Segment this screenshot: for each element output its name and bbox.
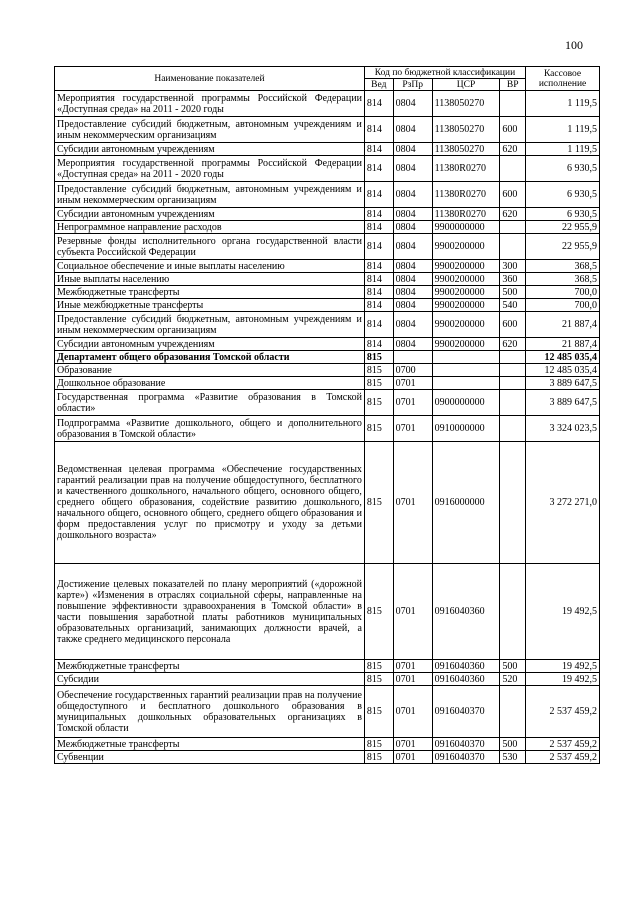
- row-csr: 0916040360: [432, 660, 500, 673]
- row-csr: 1138050270: [432, 117, 500, 143]
- row-csr: 9900200000: [432, 338, 500, 351]
- row-rzpr: 0701: [393, 377, 432, 390]
- row-rzpr: 0701: [393, 660, 432, 673]
- table-row: [55, 273, 600, 286]
- header-code-group: Код по бюджетной классификации: [364, 67, 525, 79]
- row-amount: 700,0: [526, 286, 600, 299]
- row-csr: 0910000000: [432, 416, 500, 442]
- table-row: [55, 751, 600, 764]
- table-row: [55, 91, 600, 117]
- row-vr: 620: [500, 338, 526, 351]
- row-vr: 540: [500, 299, 526, 312]
- table-row: [55, 390, 600, 416]
- row-amount: 21 887,4: [526, 338, 600, 351]
- row-csr: 0916040370: [432, 738, 500, 751]
- row-name: Мероприятия государственной программы Российской Федерации «Доступная среда» на 2011 - 2020 годы: [55, 156, 365, 182]
- row-rzpr: 0804: [393, 260, 432, 273]
- row-amount: 1 119,5: [526, 91, 600, 117]
- row-vr: 600: [500, 182, 526, 208]
- table-row: [55, 299, 600, 312]
- row-amount: 3 889 647,5: [526, 377, 600, 390]
- row-vr: [500, 221, 526, 234]
- header-rzpr: РзПр: [393, 79, 432, 91]
- table-row: [55, 564, 600, 660]
- row-vr: 500: [500, 660, 526, 673]
- page-number: 100: [565, 38, 583, 52]
- row-ved: 814: [364, 260, 393, 273]
- row-vr: 500: [500, 286, 526, 299]
- budget-table: [54, 66, 600, 764]
- row-ved: 814: [364, 182, 393, 208]
- row-rzpr: 0701: [393, 673, 432, 686]
- table-body: [55, 91, 600, 764]
- row-csr: 9900000000: [432, 221, 500, 234]
- header-csr: ЦСР: [432, 79, 500, 91]
- row-name: Государственная программа «Развитие образования в Томской области»: [55, 390, 365, 416]
- table-row: [55, 338, 600, 351]
- row-ved: 815: [364, 751, 393, 764]
- row-ved: 814: [364, 338, 393, 351]
- row-csr: [432, 377, 500, 390]
- row-amount: 2 537 459,2: [526, 751, 600, 764]
- row-csr: 1138050270: [432, 91, 500, 117]
- row-name: Непрограммное направление расходов: [55, 221, 365, 234]
- row-ved: 814: [364, 143, 393, 156]
- row-ved: 814: [364, 221, 393, 234]
- row-rzpr: 0804: [393, 208, 432, 221]
- table-row: [55, 442, 600, 564]
- row-name: Предоставление субсидий бюджетным, автономным учреждениям и иным некоммерческим организациям: [55, 312, 365, 338]
- table-row: [55, 312, 600, 338]
- row-ved: 815: [364, 364, 393, 377]
- row-vr: [500, 351, 526, 364]
- row-csr: 0916040360: [432, 564, 500, 660]
- row-ved: 814: [364, 117, 393, 143]
- row-amount: 700,0: [526, 299, 600, 312]
- row-vr: [500, 364, 526, 377]
- row-vr: [500, 234, 526, 260]
- row-ved: 815: [364, 660, 393, 673]
- table-row: [55, 673, 600, 686]
- row-rzpr: 0701: [393, 686, 432, 738]
- row-amount: 19 492,5: [526, 564, 600, 660]
- row-amount: 368,5: [526, 260, 600, 273]
- table-row: [55, 117, 600, 143]
- row-vr: [500, 442, 526, 564]
- table-row: [55, 143, 600, 156]
- row-rzpr: 0701: [393, 751, 432, 764]
- row-rzpr: 0804: [393, 273, 432, 286]
- row-name: Иные межбюджетные трансферты: [55, 299, 365, 312]
- row-name: Дошкольное образование: [55, 377, 365, 390]
- row-rzpr: 0804: [393, 234, 432, 260]
- table-row: [55, 416, 600, 442]
- row-ved: 814: [364, 156, 393, 182]
- row-name: Образование: [55, 364, 365, 377]
- table-row: [55, 738, 600, 751]
- row-amount: 6 930,5: [526, 156, 600, 182]
- row-rzpr: 0701: [393, 442, 432, 564]
- row-name: Иные выплаты населению: [55, 273, 365, 286]
- row-csr: 0900000000: [432, 390, 500, 416]
- row-ved: 815: [364, 377, 393, 390]
- row-rzpr: 0804: [393, 182, 432, 208]
- row-name: Субвенции: [55, 751, 365, 764]
- row-vr: 620: [500, 143, 526, 156]
- table-row: [55, 156, 600, 182]
- row-name: Субсидии автономным учреждениям: [55, 208, 365, 221]
- row-csr: 0916040370: [432, 751, 500, 764]
- row-csr: 9900200000: [432, 286, 500, 299]
- row-ved: 815: [364, 442, 393, 564]
- row-amount: 22 955,9: [526, 221, 600, 234]
- row-csr: 9900200000: [432, 234, 500, 260]
- row-rzpr: [393, 351, 432, 364]
- row-vr: [500, 91, 526, 117]
- row-ved: 814: [364, 299, 393, 312]
- table-row: [55, 286, 600, 299]
- row-ved: 814: [364, 234, 393, 260]
- table-row: [55, 221, 600, 234]
- row-vr: 520: [500, 673, 526, 686]
- table-row: [55, 660, 600, 673]
- table-row: [55, 686, 600, 738]
- row-csr: 9900200000: [432, 312, 500, 338]
- row-amount: 12 485 035,4: [526, 351, 600, 364]
- row-vr: [500, 416, 526, 442]
- row-name: Субсидии автономным учреждениям: [55, 338, 365, 351]
- row-amount: 22 955,9: [526, 234, 600, 260]
- row-rzpr: 0804: [393, 91, 432, 117]
- row-name: Субсидии автономным учреждениям: [55, 143, 365, 156]
- header-ved: Вед: [364, 79, 393, 91]
- row-rzpr: 0701: [393, 738, 432, 751]
- row-rzpr: 0804: [393, 286, 432, 299]
- row-vr: [500, 156, 526, 182]
- row-name: Достижение целевых показателей по плану мероприятий («дорожной карте») «Изменения в отраслях социальной сферы, направленные на повышение эффективности здравоохранения в Томской области» в части повышения заработной платы работников муниципальных образовательных организаций, занимающих должности врачей, а также среднего медицинского персонала: [55, 564, 365, 660]
- table-row: [55, 260, 600, 273]
- row-vr: 500: [500, 738, 526, 751]
- row-amount: 1 119,5: [526, 117, 600, 143]
- row-name: Резервные фонды исполнительного органа государственной власти субъекта Российской Федерации: [55, 234, 365, 260]
- header-execution: Кассовое исполнение: [526, 67, 600, 91]
- row-ved: 815: [364, 390, 393, 416]
- row-rzpr: 0804: [393, 338, 432, 351]
- row-name: Подпрограмма «Развитие дошкольного, общего и дополнительного образования в Томской области»: [55, 416, 365, 442]
- row-rzpr: 0804: [393, 156, 432, 182]
- header-name: Наименование показателей: [55, 67, 365, 91]
- row-name: Социальное обеспечение и иные выплаты населению: [55, 260, 365, 273]
- table-row: [55, 351, 600, 364]
- row-csr: 0916040360: [432, 673, 500, 686]
- row-vr: 620: [500, 208, 526, 221]
- row-csr: [432, 364, 500, 377]
- row-name: Предоставление субсидий бюджетным, автономным учреждениям и иным некоммерческим организациям: [55, 182, 365, 208]
- row-rzpr: 0804: [393, 221, 432, 234]
- row-rzpr: 0701: [393, 416, 432, 442]
- row-rzpr: 0700: [393, 364, 432, 377]
- row-rzpr: 0701: [393, 564, 432, 660]
- row-vr: 300: [500, 260, 526, 273]
- row-name: Межбюджетные трансферты: [55, 660, 365, 673]
- row-ved: 814: [364, 273, 393, 286]
- row-csr: 9900200000: [432, 299, 500, 312]
- row-csr: 9900200000: [432, 273, 500, 286]
- row-ved: 815: [364, 673, 393, 686]
- row-ved: 815: [364, 351, 393, 364]
- row-amount: 2 537 459,2: [526, 738, 600, 751]
- row-ved: 815: [364, 564, 393, 660]
- row-csr: [432, 351, 500, 364]
- row-csr: 9900200000: [432, 260, 500, 273]
- row-csr: 11380R0270: [432, 208, 500, 221]
- row-amount: 3 889 647,5: [526, 390, 600, 416]
- row-amount: 6 930,5: [526, 208, 600, 221]
- row-amount: 368,5: [526, 273, 600, 286]
- row-amount: 19 492,5: [526, 660, 600, 673]
- row-amount: 1 119,5: [526, 143, 600, 156]
- row-csr: 11380R0270: [432, 182, 500, 208]
- row-csr: 0916000000: [432, 442, 500, 564]
- row-name: Департамент общего образования Томской области: [55, 351, 365, 364]
- row-ved: 814: [364, 208, 393, 221]
- row-amount: 21 887,4: [526, 312, 600, 338]
- row-ved: 814: [364, 312, 393, 338]
- row-name: Мероприятия государственной программы Российской Федерации «Доступная среда» на 2011 - 2020 годы: [55, 91, 365, 117]
- row-vr: 530: [500, 751, 526, 764]
- table-row: [55, 182, 600, 208]
- row-vr: 360: [500, 273, 526, 286]
- row-vr: 600: [500, 117, 526, 143]
- row-amount: 3 272 271,0: [526, 442, 600, 564]
- row-amount: 2 537 459,2: [526, 686, 600, 738]
- row-name: Предоставление субсидий бюджетным, автономным учреждениям и иным некоммерческим организациям: [55, 117, 365, 143]
- table-row: [55, 364, 600, 377]
- row-rzpr: 0701: [393, 390, 432, 416]
- row-vr: 600: [500, 312, 526, 338]
- row-amount: 12 485 035,4: [526, 364, 600, 377]
- row-ved: 815: [364, 416, 393, 442]
- header-vr: ВР: [500, 79, 526, 91]
- table-row: [55, 208, 600, 221]
- table-row: [55, 234, 600, 260]
- row-csr: 0916040370: [432, 686, 500, 738]
- row-rzpr: 0804: [393, 312, 432, 338]
- row-vr: [500, 377, 526, 390]
- row-rzpr: 0804: [393, 117, 432, 143]
- row-vr: [500, 390, 526, 416]
- row-ved: 815: [364, 738, 393, 751]
- row-vr: [500, 564, 526, 660]
- row-name: Межбюджетные трансферты: [55, 286, 365, 299]
- table-row: [55, 377, 600, 390]
- row-rzpr: 0804: [393, 143, 432, 156]
- row-name: Обеспечение государственных гарантий реализации прав на получение общедоступного и бесплатного дошкольного образования в муниципальных дошкольных образовательных организациях в Томской области: [55, 686, 365, 738]
- row-name: Субсидии: [55, 673, 365, 686]
- row-ved: 815: [364, 686, 393, 738]
- row-vr: [500, 686, 526, 738]
- row-name: Ведомственная целевая программа «Обеспечение государственных гарантий реализации прав на получение общедоступного, бесплатного и качественного дошкольного, начального общего, основного общего, среднего общего образования, содействие развитию дошкольного, начального общего, основного общего, среднего общего образования и форм предоставления услуг по присмотру и уходу за детьми дошкольного возраста»: [55, 442, 365, 564]
- row-ved: 814: [364, 286, 393, 299]
- row-csr: 11380R0270: [432, 156, 500, 182]
- row-amount: 19 492,5: [526, 673, 600, 686]
- row-rzpr: 0804: [393, 299, 432, 312]
- row-amount: 3 324 023,5: [526, 416, 600, 442]
- row-ved: 814: [364, 91, 393, 117]
- row-name: Межбюджетные трансферты: [55, 738, 365, 751]
- row-csr: 1138050270: [432, 143, 500, 156]
- row-amount: 6 930,5: [526, 182, 600, 208]
